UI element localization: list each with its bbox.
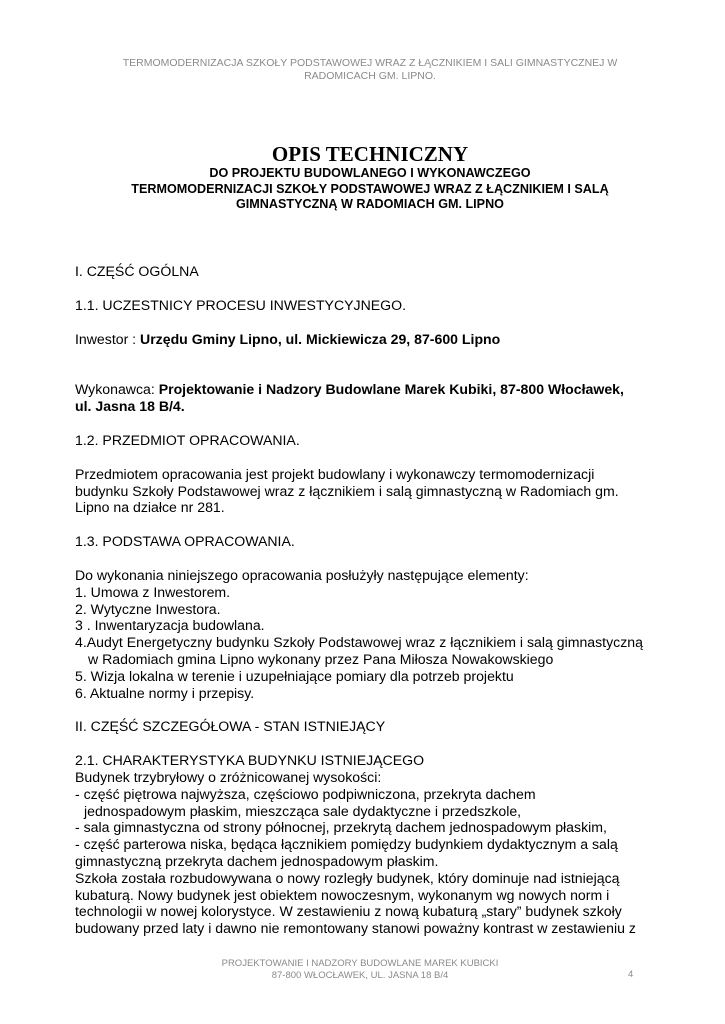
basis-list xyxy=(75,584,675,702)
list-item: 1. Umowa z Inwestorem. xyxy=(75,583,231,600)
document-body xyxy=(75,263,675,937)
subtitle-line-2: TERMOMODERNIZACJI SZKOŁY PODSTAWOWEJ WRAZ Z ŁĄCZNIKIEM I SALĄ xyxy=(131,181,609,196)
section-1-2-heading: 1.2. PRZEDMIOT OPRACOWANIA. xyxy=(75,431,300,448)
list-item: 4.Audyt Energetyczny budynku Szkoły Podstawowej wraz z łącznikiem i salą gimnastyczną xyxy=(75,634,643,651)
header-line-1: TERMOMODERNIZACJA SZKOŁY PODSTAWOWEJ WRAZ Z ŁĄCZNIKIEM I SALI GIMNASTYCZNEJ W xyxy=(122,57,618,69)
section-1-2-text-line-2: budynku Szkoły Podstawowej wraz z łącznikiem i salą gimnastyczną w Radomiach gm. xyxy=(75,482,619,499)
building-parts-list xyxy=(75,786,675,870)
contractor-line-2 xyxy=(75,398,675,415)
list-item: 2. Wytyczne Inwestora. xyxy=(75,600,221,617)
investor-line xyxy=(75,331,675,348)
section-1-1-heading: 1.1. UCZESTNICY PROCESU INWESTYCYJNEGO. xyxy=(75,296,406,313)
list-item: - część parterowa niska, będąca łącznikiem pomiędzy budynkiem dydaktycznym a salą xyxy=(75,836,618,853)
section-1-3-intro: Do wykonania niniejszego opracowania posłużyły następujące elementy: xyxy=(75,566,529,583)
header-line-2: RADOMICACH GM. LIPNO. xyxy=(304,70,436,82)
investor-value: Urzędu Gminy Lipno, ul. Mickiewicza 29, 87-600 Lipno xyxy=(140,330,501,347)
section-2-1-heading: 2.1. CHARAKTERYSTYKA BUDYNKU ISTNIEJĄCEGO xyxy=(75,752,425,769)
subtitle-line-1: DO PROJEKTU BUDOWLANEGO I WYKONAWCZEGO xyxy=(209,166,531,180)
contractor-value: Projektowanie i Nadzory Budowlane Marek Kubiki, 87-800 Włocławek, xyxy=(158,381,624,398)
section-2-1-intro: Budynek trzybryłowy o zróżnicowanej wysokości: xyxy=(75,768,382,785)
contractor-line xyxy=(75,381,675,398)
section-1-3-heading: 1.3. PODSTAWA OPRACOWANIA. xyxy=(75,533,295,550)
list-item: 6. Aktualne normy i przepisy. xyxy=(75,684,255,701)
paragraph-line: Szkoła została rozbudowywana o nowy rozległy budynek, który dominuje nad istniejącą xyxy=(75,869,620,886)
list-item: - sala gimnastyczna od strony północnej, przekrytą dachem jednospadowym płaskim, xyxy=(75,819,607,836)
page-number: 4 xyxy=(628,969,634,980)
section-1-heading: I. CZĘŚĆ OGÓLNA xyxy=(75,263,199,279)
list-item: - część piętrowa najwyższa, częściowo podpiwniczona, przekryta dachem xyxy=(75,785,536,802)
paragraph-line: kubaturą. Nowy budynek jest obiektem nowoczesnym, wykonanym wg nowych norm i xyxy=(75,886,610,903)
paragraph-line: technologii w nowej kolorystyce. W zestawieniu z nową kubaturą „stary” budynek szkoły xyxy=(75,903,622,920)
paragraph-line: budowany przed laty i dawno nie remontowany stanowi poważny kontrast w zestawieniu z xyxy=(75,920,636,937)
title-block xyxy=(60,142,680,213)
contractor-label: Wykonawca: xyxy=(75,381,159,398)
investor-label: Inwestor : xyxy=(75,330,141,347)
document-title: OPIS TECHNICZNY xyxy=(271,142,469,166)
contractor-value-2: ul. Jasna 18 B/4. xyxy=(75,398,185,415)
footer-line-2: 87-800 WŁOCŁAWEK, UL. JASNA 18 B/4 xyxy=(271,969,449,981)
list-item-continuation: w Radomiach gmina Lipno wykonany przez Pana Miłosza Nowakowskiego xyxy=(88,650,554,667)
page-footer xyxy=(200,958,520,981)
section-2-heading: II. CZĘŚĆ SZCZEGÓŁOWA - STAN ISTNIEJĄCY xyxy=(75,718,386,735)
section-1-2-text-line-1: Przedmiotem opracowania jest projekt budowlany i wykonawczy termomodernizacji xyxy=(75,465,595,482)
subtitle-line-3: GIMNASTYCZNĄ W RADOMIACH GM. LIPNO xyxy=(236,197,504,211)
list-item: 5. Wizja lokalna w terenie i uzupełniające pomiary dla potrzeb projektu xyxy=(75,667,514,684)
list-item-continuation: jednospadowym płaskim, mieszcząca sale dydaktyczne i przedszkole, xyxy=(84,802,522,819)
section-1-2-text-line-3: Lipno na działce nr 281. xyxy=(75,499,225,516)
list-item: 3 . Inwentaryzacja budowlana. xyxy=(75,617,265,634)
page-header xyxy=(90,57,650,83)
list-item-continuation: gimnastyczną przekryta dachem jednospadowym płaskim. xyxy=(75,852,439,869)
footer-line-1: PROJEKTOWANIE I NADZORY BUDOWLANE MAREK KUBICKI xyxy=(221,958,499,969)
